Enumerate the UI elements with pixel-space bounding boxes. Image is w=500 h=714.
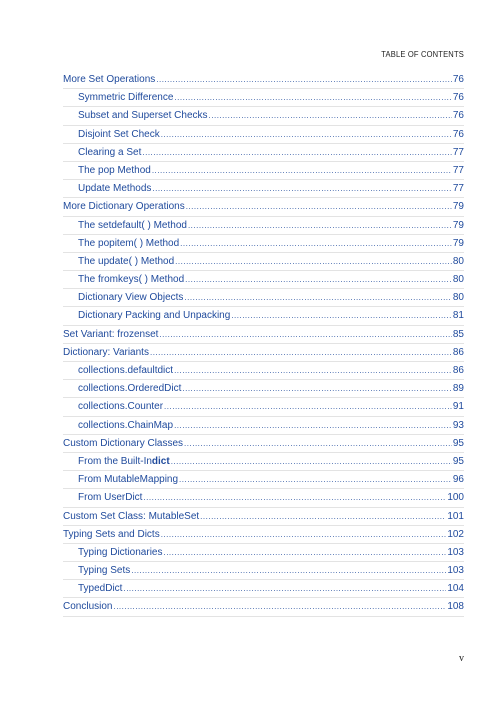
toc-entry[interactable] bbox=[63, 307, 464, 325]
toc-entry-title: Subset and Superset Checks bbox=[78, 110, 208, 122]
toc-entry[interactable] bbox=[63, 144, 464, 162]
toc-leader-dots bbox=[131, 562, 446, 580]
toc-entry[interactable] bbox=[63, 417, 464, 435]
toc-entry-page: 101 bbox=[447, 510, 464, 522]
toc-entry-page: 86 bbox=[452, 346, 464, 358]
toc-entry-page: 79 bbox=[452, 237, 464, 249]
toc-entry[interactable] bbox=[63, 253, 464, 271]
toc-entry-page: 103 bbox=[447, 565, 464, 577]
toc-entry[interactable] bbox=[63, 326, 464, 344]
toc-entry-title: Dictionary: Variants bbox=[63, 346, 149, 358]
toc-entry[interactable] bbox=[63, 471, 464, 489]
toc-leader-dots bbox=[161, 526, 447, 544]
toc-entry[interactable] bbox=[63, 362, 464, 380]
toc-entry-page: 108 bbox=[447, 601, 464, 613]
toc-entry[interactable] bbox=[63, 398, 464, 416]
toc-entry-page: 100 bbox=[447, 492, 464, 504]
running-header: TABLE OF CONTENTS bbox=[381, 49, 464, 59]
toc-leader-dots bbox=[161, 126, 452, 144]
toc-entry-title: The pop Method bbox=[78, 164, 151, 176]
toc-leader-dots bbox=[163, 544, 446, 562]
toc-entry-page: 80 bbox=[452, 255, 464, 267]
toc-leader-dots bbox=[152, 180, 451, 198]
toc-leader-dots bbox=[142, 144, 452, 162]
toc-entry-title: Clearing a Set bbox=[78, 146, 142, 158]
toc-leader-dots bbox=[152, 162, 452, 180]
toc-leader-dots bbox=[171, 453, 452, 471]
toc-entry-page: 89 bbox=[452, 383, 464, 395]
toc-entry-page: 79 bbox=[452, 219, 464, 231]
toc-entry[interactable] bbox=[63, 271, 464, 289]
toc-entry[interactable] bbox=[63, 435, 464, 453]
toc-entry-page: 77 bbox=[452, 146, 464, 158]
toc-leader-dots bbox=[185, 271, 452, 289]
toc-entry-page: 91 bbox=[452, 401, 464, 413]
toc-leader-dots bbox=[182, 380, 452, 398]
toc-leader-dots bbox=[159, 326, 451, 344]
toc-entry-page: 95 bbox=[452, 455, 464, 467]
toc-entry[interactable] bbox=[63, 162, 464, 180]
toc-leader-dots bbox=[174, 362, 452, 380]
toc-leader-dots bbox=[179, 471, 452, 489]
toc-entry-title: Dictionary Packing and Unpacking bbox=[78, 310, 231, 322]
toc-entry-title: Custom Dictionary Classes bbox=[63, 437, 184, 449]
toc-entry[interactable] bbox=[63, 344, 464, 362]
toc-leader-dots bbox=[231, 307, 452, 325]
toc-entry[interactable] bbox=[63, 235, 464, 253]
toc-entry[interactable] bbox=[63, 489, 464, 507]
toc-entry[interactable] bbox=[63, 598, 464, 616]
toc-entry[interactable] bbox=[63, 526, 464, 544]
toc-entry[interactable] bbox=[63, 289, 464, 307]
toc-entry[interactable] bbox=[63, 198, 464, 216]
toc-entry-page: 103 bbox=[447, 546, 464, 558]
toc-entry-title: Typing Dictionaries bbox=[78, 546, 163, 558]
toc-entry[interactable] bbox=[63, 107, 464, 125]
toc-leader-dots bbox=[180, 235, 452, 253]
page-number: v bbox=[459, 653, 464, 664]
toc-entry-page: 86 bbox=[452, 365, 464, 376]
toc-entry-title: The update( ) Method bbox=[78, 255, 175, 267]
toc-entry-page: 77 bbox=[452, 183, 464, 195]
toc-leader-dots bbox=[209, 107, 452, 125]
toc-entry-title: The setdefault( ) Method bbox=[78, 219, 187, 231]
toc-entry-title: collections.ChainMap bbox=[78, 419, 174, 431]
toc-entry-page: 76 bbox=[452, 128, 464, 140]
toc-entry[interactable] bbox=[63, 453, 464, 471]
toc-entry-page: 77 bbox=[452, 164, 464, 176]
toc-leader-dots bbox=[143, 489, 446, 507]
toc-entry-page: 81 bbox=[452, 310, 464, 322]
toc-entry-title-code: dict bbox=[151, 455, 170, 467]
toc-leader-dots bbox=[174, 417, 452, 435]
toc-entry-title: From MutableMapping bbox=[78, 474, 179, 486]
toc-entry[interactable] bbox=[63, 89, 464, 107]
toc-entry[interactable] bbox=[63, 217, 464, 235]
toc-entry[interactable] bbox=[63, 580, 464, 598]
toc-entry-title: Typing Sets and Dicts bbox=[63, 528, 160, 540]
toc-leader-dots bbox=[188, 217, 452, 235]
toc-leader-dots bbox=[184, 435, 452, 453]
toc-leader-dots bbox=[175, 253, 452, 271]
toc-entry-page: 104 bbox=[447, 583, 464, 595]
toc-entry[interactable] bbox=[63, 180, 464, 198]
toc-entry-title: More Set Operations bbox=[63, 74, 156, 85]
toc-entry-page: 76 bbox=[452, 74, 464, 85]
toc-entry[interactable] bbox=[63, 544, 464, 562]
toc-entry[interactable] bbox=[63, 71, 464, 89]
toc-entry-page: 93 bbox=[452, 419, 464, 431]
toc-entry-title: Set Variant: frozenset bbox=[63, 328, 159, 340]
toc-entry-title: collections.defaultdict bbox=[78, 365, 174, 376]
toc-leader-dots bbox=[123, 580, 446, 598]
toc-leader-dots bbox=[200, 508, 446, 526]
toc-entry-page: 96 bbox=[452, 474, 464, 486]
toc-entry-page: 95 bbox=[452, 437, 464, 449]
toc-entry-title: collections.Counter bbox=[78, 401, 164, 413]
toc-entry-title: Symmetric Difference bbox=[78, 92, 174, 104]
toc-entry-title: Custom Set Class: MutableSet bbox=[63, 510, 200, 522]
toc-entry-page: 79 bbox=[452, 201, 464, 213]
toc-leader-dots bbox=[113, 598, 446, 616]
toc-entry-page: 76 bbox=[452, 110, 464, 122]
toc-entry[interactable] bbox=[63, 508, 464, 526]
toc-entry[interactable] bbox=[63, 380, 464, 398]
toc-list bbox=[63, 71, 464, 617]
toc-entry[interactable] bbox=[63, 562, 464, 580]
toc-leader-dots bbox=[150, 344, 452, 362]
toc-entry-title: Disjoint Set Check bbox=[78, 128, 160, 140]
toc-entry-title: The fromkeys( ) Method bbox=[78, 274, 185, 286]
toc-entry-page: 85 bbox=[452, 328, 464, 340]
toc-entry-title: From UserDict bbox=[78, 492, 143, 504]
toc-entry-title: More Dictionary Operations bbox=[63, 201, 185, 213]
toc-leader-dots bbox=[186, 198, 452, 216]
toc-entry-title: collections.OrderedDict bbox=[78, 383, 182, 395]
toc-entry-title: The popitem( ) Method bbox=[78, 237, 180, 249]
toc-entry-page: 80 bbox=[452, 274, 464, 286]
toc-entry-page: 80 bbox=[452, 292, 464, 304]
toc-leader-dots bbox=[184, 289, 451, 307]
toc-entry-page: 102 bbox=[447, 528, 464, 540]
toc-entry-page: 76 bbox=[452, 92, 464, 104]
toc-entry-title: Typing Sets bbox=[78, 565, 131, 577]
toc-entry-title: Update Methods bbox=[78, 183, 152, 195]
toc-entry-title: From the Built-In bbox=[78, 455, 152, 467]
toc-leader-dots bbox=[164, 398, 452, 416]
toc-entry-title: Dictionary View Objects bbox=[78, 292, 184, 304]
toc-leader-dots bbox=[156, 71, 452, 89]
toc-leader-dots bbox=[174, 89, 451, 107]
toc-entry-title: Conclusion bbox=[63, 601, 113, 613]
toc-entry[interactable] bbox=[63, 126, 464, 144]
toc-entry-title: TypedDict bbox=[78, 583, 123, 595]
